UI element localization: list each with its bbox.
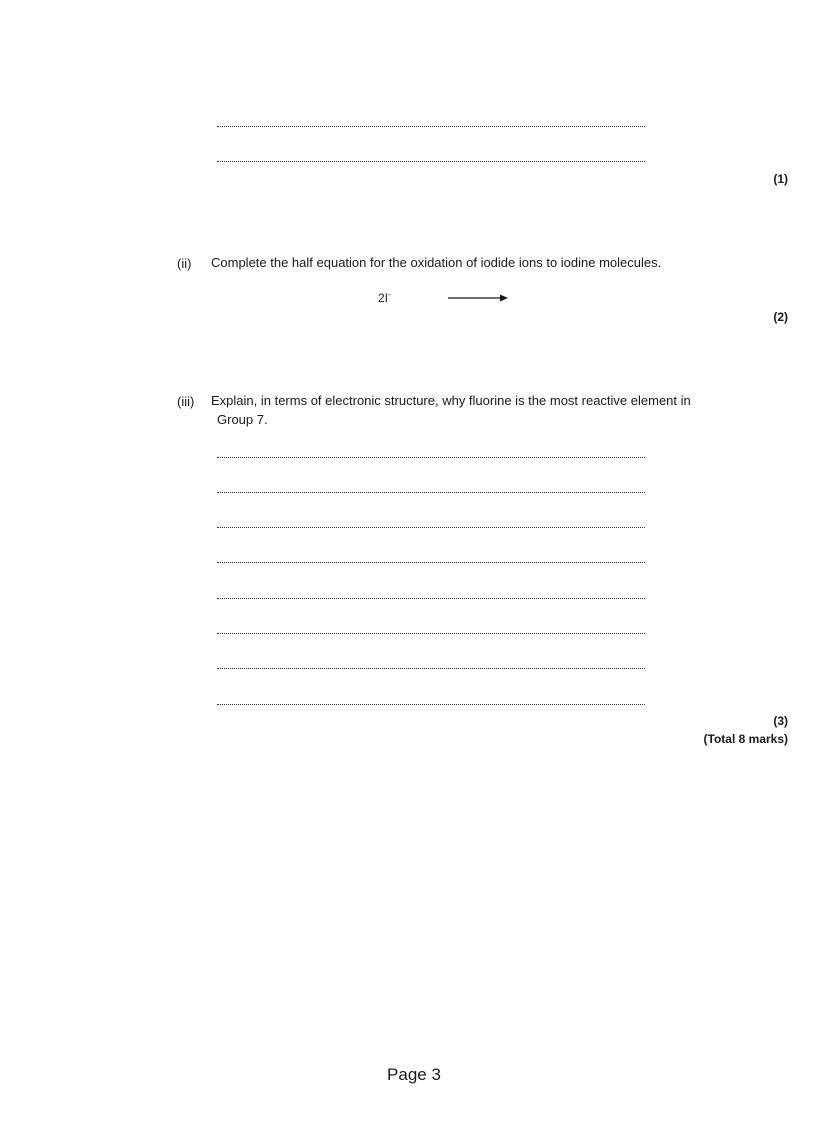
answer-line[interactable] [217, 161, 645, 162]
answer-line[interactable] [217, 126, 645, 127]
answer-line[interactable] [217, 633, 645, 634]
question-number: (ii) [177, 256, 192, 271]
answer-line[interactable] [217, 598, 645, 599]
question-text-continued: Group 7. [217, 412, 268, 427]
reactant-charge: - [388, 290, 391, 299]
mark-allocation: (3) [773, 714, 788, 728]
answer-line[interactable] [217, 562, 645, 563]
answer-line[interactable] [217, 668, 645, 669]
answer-line[interactable] [217, 492, 645, 493]
page-number: Page 3 [387, 1065, 441, 1084]
question-text: Complete the half equation for the oxidation of iodide ions to iodine molecules. [211, 255, 662, 270]
equation-reactant [378, 290, 391, 305]
question-text: Explain, in terms of electronic structure, why fluorine is the most reactive element in [211, 393, 691, 408]
reactant-formula: 2I [378, 291, 389, 305]
question-number: (iii) [177, 394, 195, 409]
mark-allocation: (2) [773, 310, 788, 324]
mark-allocation: (1) [773, 172, 788, 186]
answer-line[interactable] [217, 457, 645, 458]
total-marks: (Total 8 marks) [703, 732, 788, 746]
answer-line[interactable] [217, 527, 645, 528]
answer-line[interactable] [217, 704, 645, 705]
reaction-arrow-icon [448, 292, 510, 304]
